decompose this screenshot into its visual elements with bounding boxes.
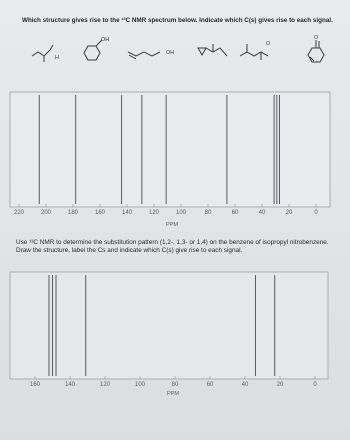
s1tick-label: 180: [67, 210, 79, 216]
s1tick-label: 40: [258, 210, 266, 216]
s1tick-label: 20: [285, 210, 293, 216]
question-2-text: Use ¹³C NMR to determine the substitution pattern (1,2-, 1,3- or 1,4) on the benzene of isopropyl nitrobenzene. Draw the structure, label the Cs and indicate which C(s) give rise to each signal.: [16, 239, 329, 254]
question-1-text: Which structure gives rise to the ¹³C NMR spectrum below. Indicate which C(s) gives rise to each signal.: [22, 17, 333, 24]
s2tick-label: 40: [241, 382, 249, 388]
s1tick-label: 0: [314, 210, 318, 216]
ester-o-label: O: [266, 41, 271, 47]
aldehyde-h-label: H: [55, 55, 59, 61]
s2tick-label: 120: [99, 382, 111, 388]
s1tick-label: 160: [94, 210, 106, 216]
cyclohexanol-oh-label: OH: [101, 37, 110, 43]
s1tick-label: 120: [148, 210, 160, 216]
s2tick-label: 60: [206, 382, 214, 388]
s2tick-label: 80: [171, 382, 179, 388]
s1tick-label: 80: [204, 210, 212, 216]
spectrum-2-frame: [10, 272, 328, 379]
spectrum-1-frame: [10, 92, 330, 207]
s1tick-label: 220: [13, 210, 25, 216]
s1tick-label: 60: [231, 210, 239, 216]
s2tick-label: 100: [134, 382, 146, 388]
s1tick-label: 140: [121, 210, 133, 216]
s1tick-label: 200: [40, 210, 52, 216]
s2tick-label: 20: [276, 382, 284, 388]
spectrum-1-axis-label: PPM: [165, 222, 179, 228]
s1tick-label: 100: [175, 210, 187, 216]
alkenol-oh-label: OH: [166, 50, 175, 56]
s2tick-label: 0: [313, 382, 317, 388]
s2tick-label: 140: [64, 382, 76, 388]
spectrum-2-axis-label: PPM: [166, 391, 180, 397]
cyclohexenone-o-label: O: [314, 35, 319, 41]
s2tick-label: 160: [29, 382, 41, 388]
